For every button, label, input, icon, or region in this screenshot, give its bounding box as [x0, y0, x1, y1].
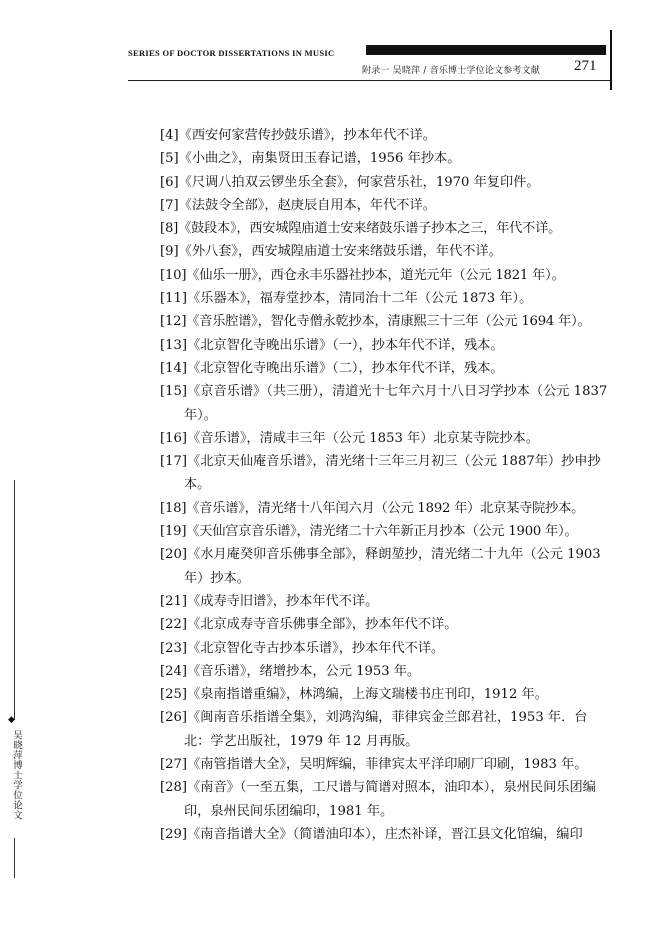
header-rule [128, 80, 610, 81]
reference-entry: [10]《仙乐一册》，西仓永丰乐器社抄本，道光元年（公元 1821 年）。 [160, 267, 565, 283]
reference-entry: [28]《南音》（一至五集，工尺谱与简谱对照本，油印本），泉州民间乐团编印，泉州民间乐团编印，1981 年。 [160, 780, 596, 819]
reference-entry: [22]《北京成寿寺音乐佛事全部》，抄本年代不详。 [160, 617, 458, 633]
reference-entry: [12]《音乐腔谱》，智化寺僧永乾抄本，清康熙三十三年（公元 1694 年）。 [160, 314, 591, 330]
series-title: SERIES OF DOCTOR DISSERTATIONS IN MUSIC [128, 48, 335, 58]
running-head: 附录一 吴晓萍 / 音乐博士学位论文参考文献 [362, 66, 541, 76]
header-vertical-rule [610, 30, 612, 90]
reference-entry: [7]《法鼓令全部》，赵庚辰自用本，年代不详。 [160, 197, 436, 213]
reference-entry: [19]《天仙宫京音乐谱》，清光绪二十六年新正月抄本（公元 1900 年）。 [160, 524, 578, 540]
reference-entry: [8]《鼓段本》，西安城隍庙道士安来绪鼓乐谱子抄本之三，年代不详。 [160, 221, 562, 237]
reference-entry: [24]《音乐谱》，绪增抄本，公元 1953 年。 [160, 663, 421, 679]
reference-entry: [6]《尺调八拍双云锣坐乐全套》，何家营乐社，1970 年复印件。 [160, 174, 540, 190]
side-marker-icon: ◆ [8, 715, 15, 725]
reference-entry: [11]《乐器本》，福寿堂抄本，清同治十二年（公元 1873 年）。 [160, 291, 533, 307]
reference-entry: [25]《泉南指谱重编》，林鸿编，上海文瑞楼书庄刊印，1912 年。 [160, 687, 548, 703]
reference-entry: [27]《南管指谱大全》，吴明辉编，菲律宾太平洋印刷厂印刷，1983 年。 [160, 757, 588, 773]
header-bar [366, 45, 606, 55]
reference-entry: [16]《音乐谱》，清咸丰三年（公元 1853 年）北京某寺院抄本。 [160, 430, 539, 446]
reference-entry: [4]《西安何家营传抄鼓乐谱》，抄本年代不详。 [160, 128, 436, 143]
reference-entry: [20]《水月庵癸卯音乐佛事全部》，释朗堃抄，清光绪二十九年（公元 1903 年）抄本。 [160, 547, 601, 586]
reference-entry: [21]《成寿寺旧谱》，抄本年代不详。 [160, 593, 379, 609]
side-label: 吴晓萍博士学位论文 [11, 730, 22, 820]
reference-entry: [13]《北京智化寺晚出乐谱》（一），抄本年代不详，残本。 [160, 337, 504, 353]
reference-list [160, 124, 612, 846]
reference-entry: [9]《外八套》，西安城隍庙道士安来绪鼓乐谱，年代不详。 [160, 244, 502, 260]
reference-entry: [14]《北京智化寺晚出乐谱》（二），抄本年代不详，残本。 [160, 360, 504, 376]
reference-entry: [26]《闽南音乐指谱全集》，刘鸿沟编，菲律宾金兰郎君社，1953 年．台北：学艺出版社，1979 年 12 月再版。 [160, 710, 588, 749]
side-rule-upper [14, 480, 15, 720]
reference-entry: [17]《北京天仙庵音乐谱》，清光绪十三年三月初三（公元 1887年）抄申抄本。 [160, 454, 601, 493]
reference-entry: [23]《北京智化寺古抄本乐谱》，抄本年代不详。 [160, 640, 445, 656]
reference-entry: [5]《小曲之》，南集贤田玉春记谱，1956 年抄本。 [160, 151, 461, 167]
reference-entry: [15]《京音乐谱》（共三册），清道光十七年六月十八日习学抄本（公元 1837 年）。 [160, 384, 608, 423]
reference-entry: [29]《南音指谱大全》（简谱油印本），庄杰补译，晋江县文化馆编，编印 [160, 826, 583, 842]
page-number: 271 [574, 58, 597, 74]
side-rule-lower [14, 838, 15, 878]
reference-entry: [18]《音乐谱》，清光绪十八年闰六月（公元 1892 年）北京某寺院抄本。 [160, 500, 585, 516]
